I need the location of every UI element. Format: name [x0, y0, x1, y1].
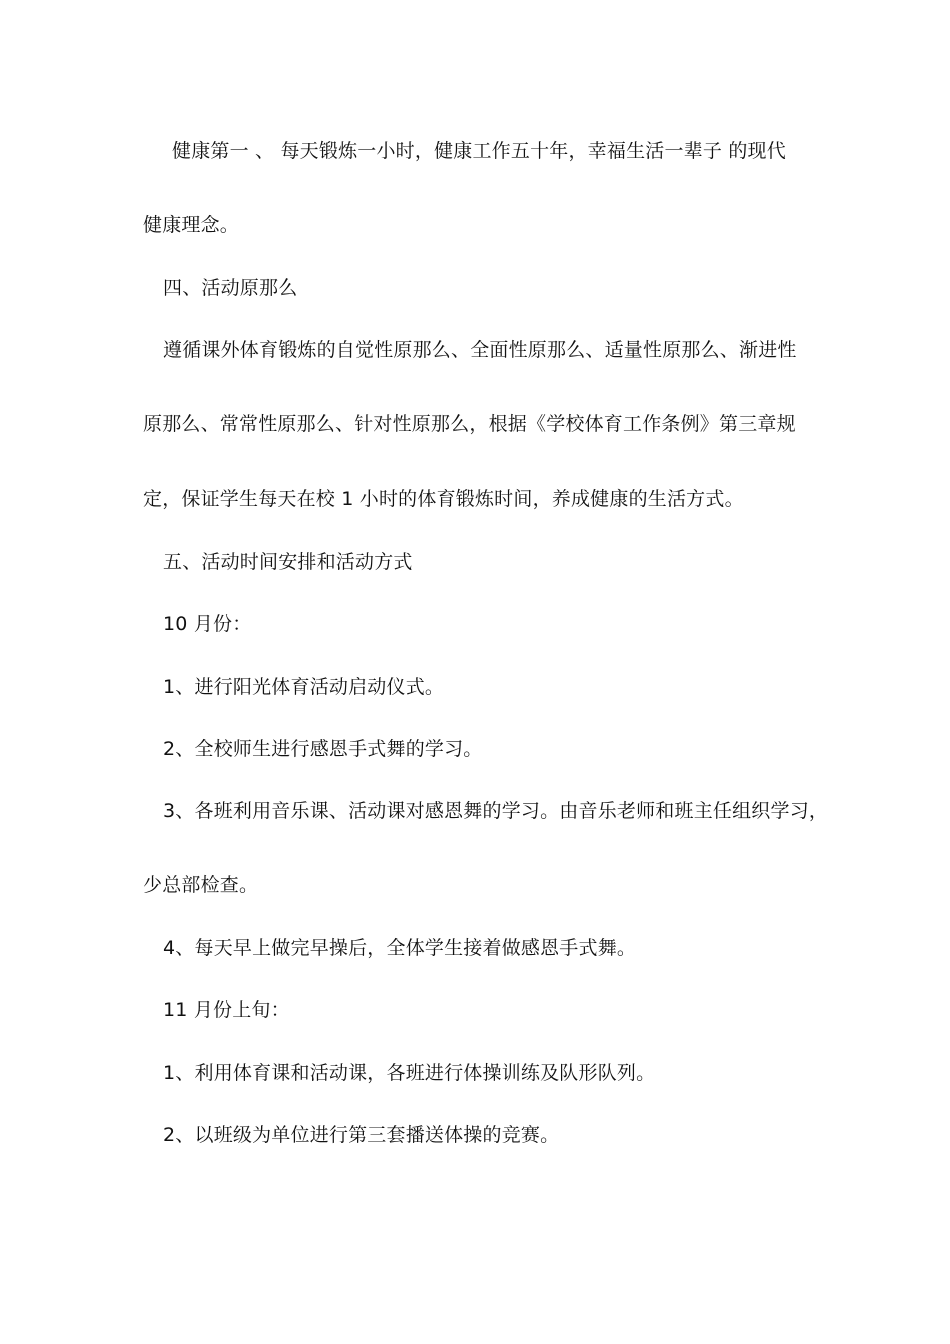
paragraph-line: 健康第一 、 每天锻炼一小时，健康工作五十年，幸福生活一辈子 的现代	[172, 140, 786, 162]
paragraph-line: 原那么、常常性原那么、针对性原那么，根据《学校体育工作条例》第三章规	[143, 413, 796, 435]
list-item: 2、以班级为单位进行第三套播送体操的竞赛。	[163, 1124, 560, 1146]
paragraph-line: 遵循课外体育锻炼的自觉性原那么、全面性原那么、适量性原那么、渐进性	[163, 339, 797, 361]
paragraph-line: 定，保证学生每天在校 1 小时的体育锻炼时间，养成健康的生活方式。	[143, 488, 744, 510]
list-item: 1、进行阳光体育活动启动仪式。	[163, 676, 445, 698]
list-item: 3、各班利用音乐课、活动课对感恩舞的学习。由音乐老师和班主任组织学习，	[163, 800, 829, 822]
list-item: 1、利用体育课和活动课，各班进行体操训练及队形队列。	[163, 1062, 656, 1084]
month-heading: 10 月份：	[163, 613, 252, 635]
section-heading: 五、活动时间安排和活动方式	[163, 551, 413, 573]
list-item: 4、每天早上做完早操后，全体学生接着做感恩手式舞。	[163, 937, 637, 959]
paragraph-line: 健康理念。	[143, 214, 240, 236]
paragraph-line: 少总部检查。	[143, 874, 259, 896]
section-heading: 四、活动原那么	[163, 277, 298, 299]
list-item: 2、全校师生进行感恩手式舞的学习。	[163, 738, 483, 760]
month-heading: 11 月份上旬：	[163, 999, 290, 1021]
